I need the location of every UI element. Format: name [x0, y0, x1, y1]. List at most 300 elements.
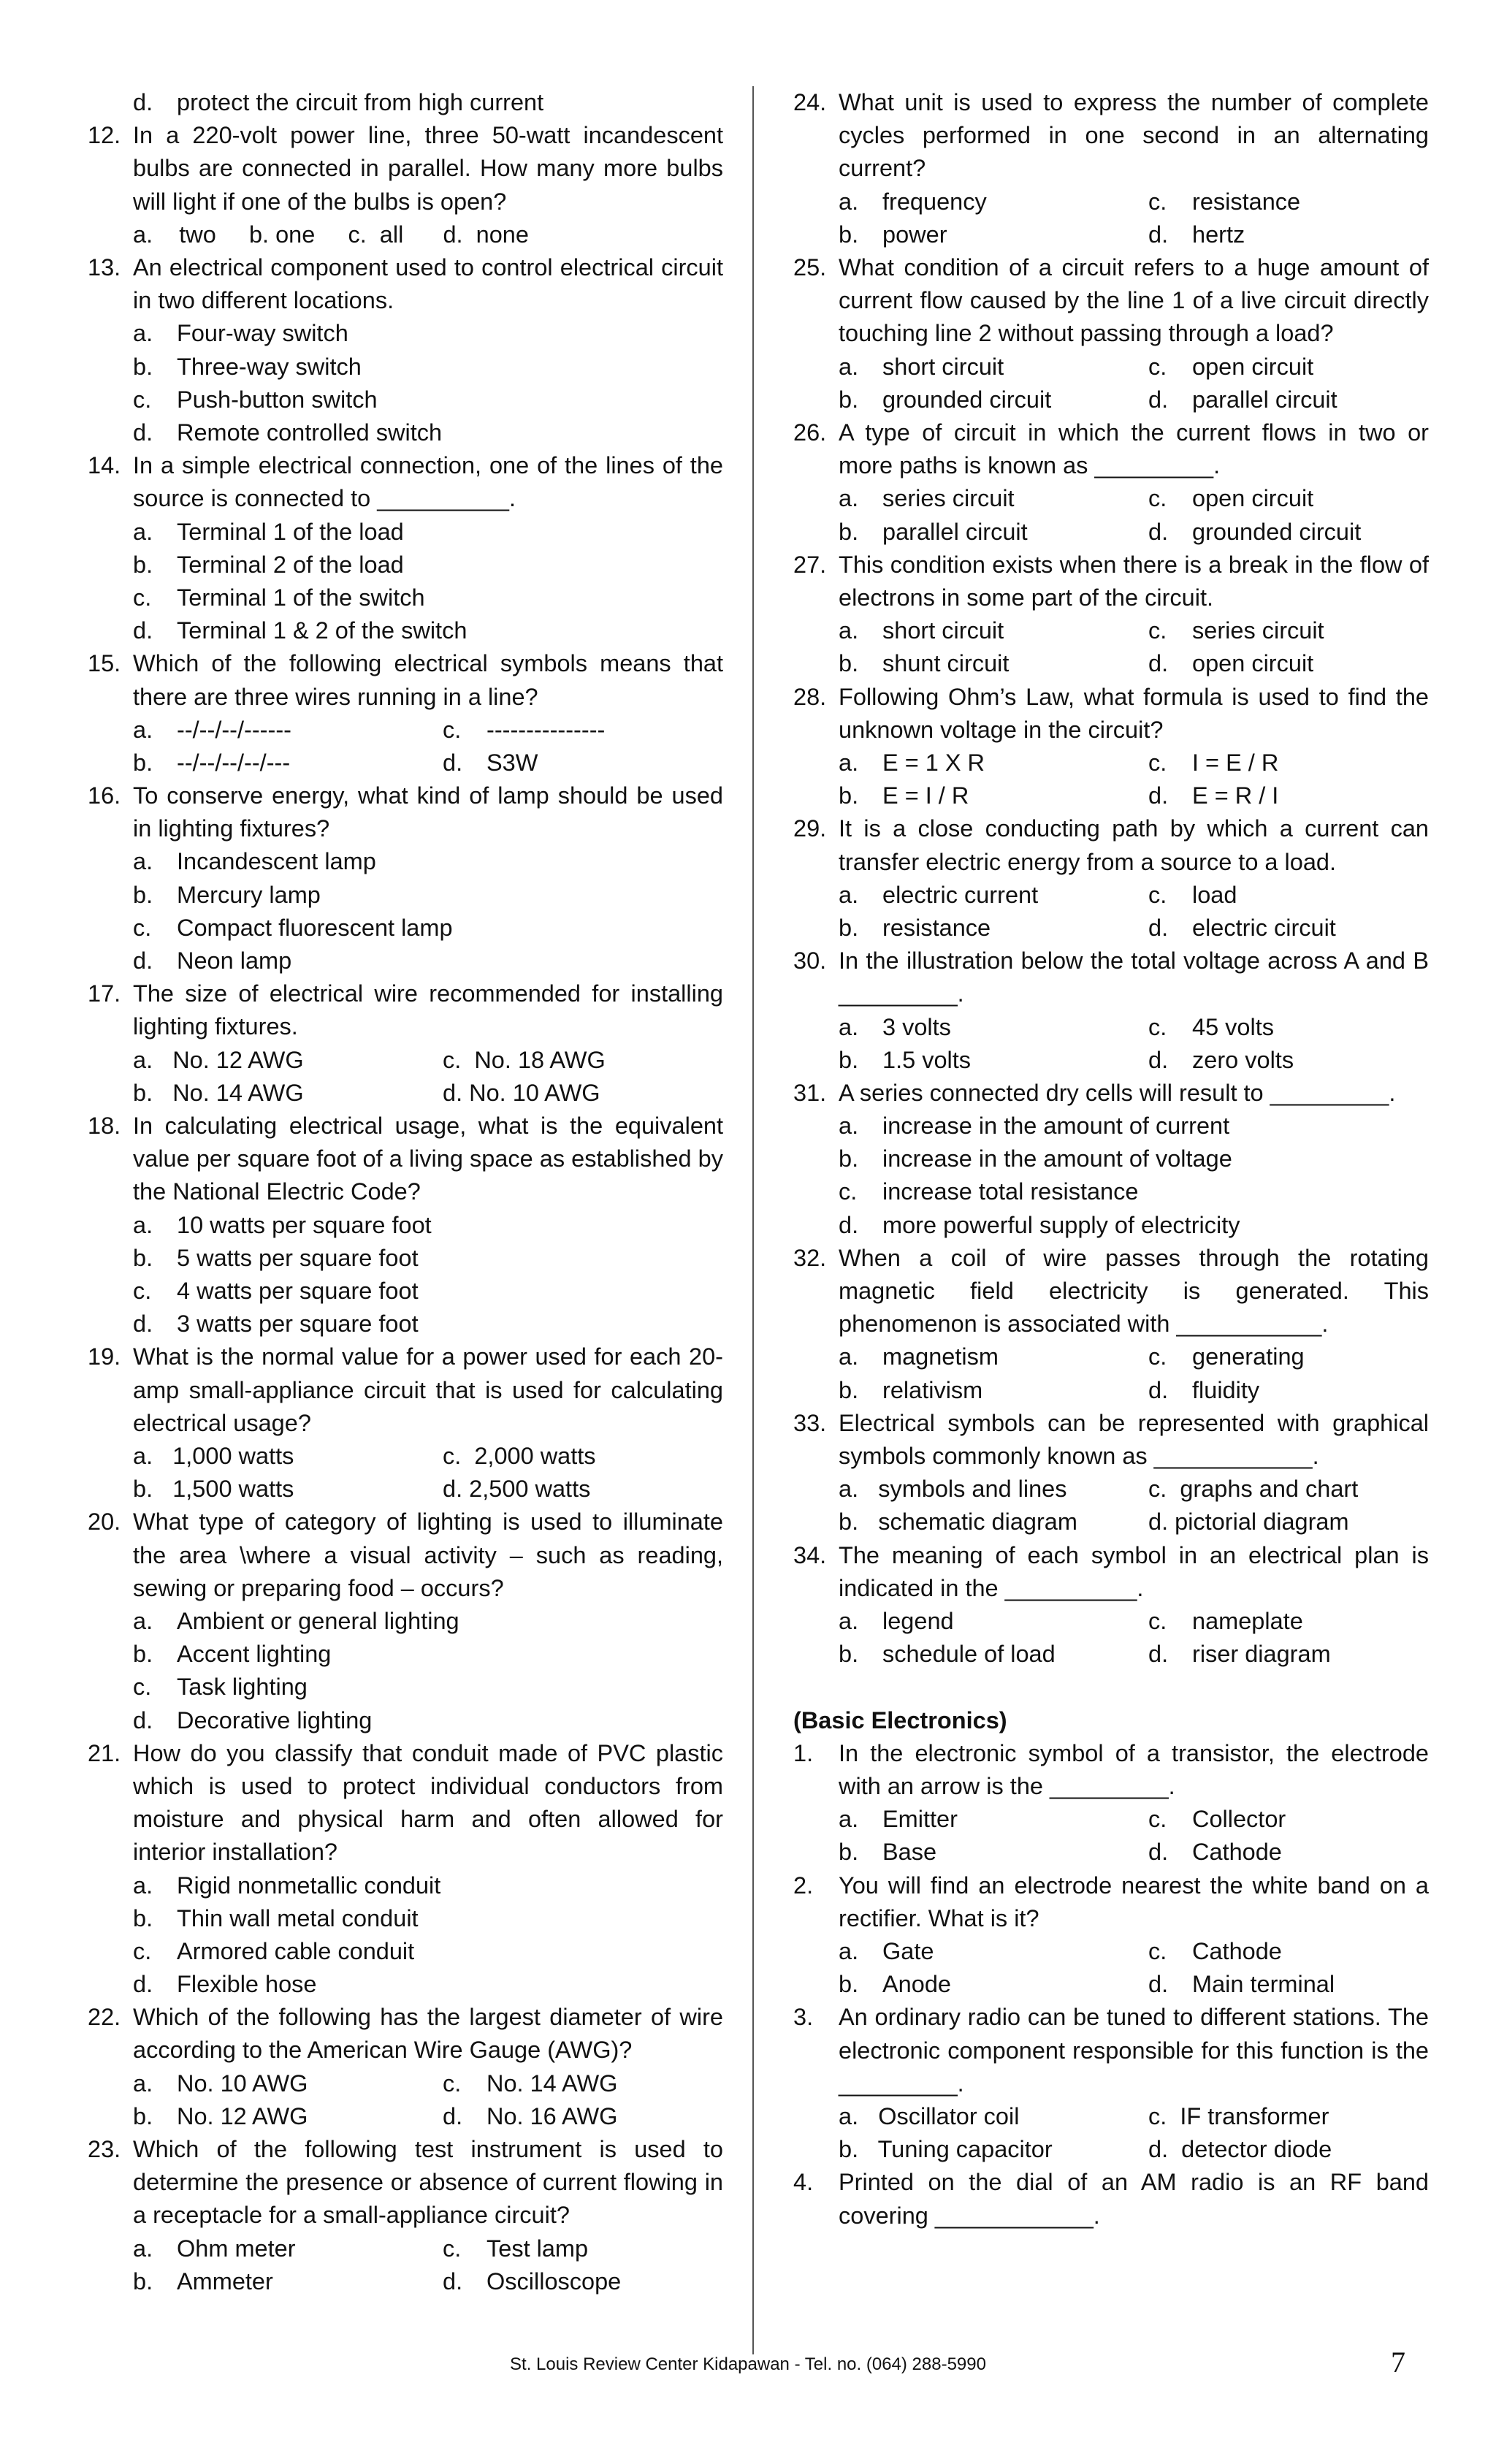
option-letter: c. — [1148, 617, 1167, 644]
question — [88, 2001, 723, 2067]
option-text: Ohm meter — [177, 2235, 296, 2262]
question-number: 15. — [88, 650, 121, 677]
question-number: 2. — [793, 1872, 814, 1899]
option-letter: d. — [133, 947, 153, 974]
option-letter: b. — [133, 2267, 153, 2295]
answer-option — [88, 845, 723, 878]
question-number: 28. — [793, 683, 827, 710]
answer-option — [793, 1143, 1429, 1175]
option-text: --------------- — [486, 716, 606, 743]
option-letter: b. — [133, 1244, 153, 1271]
option-letter: d. — [1148, 650, 1169, 677]
option-text: relativism — [882, 1376, 983, 1403]
option-letter: c. — [1148, 881, 1167, 908]
answer-option-pair — [88, 2265, 723, 2298]
option-text: schedule of load — [882, 1641, 1056, 1668]
answer-option-pair — [793, 1836, 1429, 1869]
option-text: Cathode — [1192, 1937, 1282, 1964]
option-text: Decorative lighting — [177, 1706, 373, 1733]
option-text: I = E / R — [1192, 749, 1279, 776]
answer-option-pair — [793, 1605, 1429, 1638]
spacer — [793, 1671, 1429, 1704]
question — [88, 449, 723, 515]
page-number: 7 — [1391, 2346, 1405, 2379]
answer-option-pair — [793, 1011, 1429, 1044]
option-letter: a. — [839, 881, 859, 908]
option-letter: b. — [839, 782, 859, 809]
right-column — [793, 86, 1429, 2232]
option-letter: d. — [1148, 782, 1169, 809]
question-number: 4. — [793, 2169, 814, 2196]
answer-option-pair — [793, 1935, 1429, 1968]
option-text: magnetism — [882, 1343, 999, 1370]
option-letter: b. — [133, 881, 153, 908]
question — [793, 1539, 1429, 1605]
option-text: No. 10 AWG — [177, 2070, 308, 2097]
option-letter: c. — [839, 1178, 858, 1205]
answer-option — [88, 1671, 723, 1704]
option-text: Mercury lamp — [177, 881, 321, 908]
answer-option-pair — [793, 1473, 1429, 1506]
answer-option — [88, 1242, 723, 1275]
option-text: resistance — [1192, 188, 1301, 215]
question-text: The meaning of each symbol in an electrical plan is indicated in the __________. — [839, 1541, 1429, 1601]
option-letter: c. — [133, 584, 152, 611]
option-text: 1.5 volts — [882, 1046, 972, 1073]
question-number: 33. — [793, 1409, 827, 1436]
option-letter: d. — [1148, 1376, 1169, 1403]
option-text: Oscilloscope — [486, 2267, 622, 2295]
question-number: 27. — [793, 551, 827, 578]
question-number: 19. — [88, 1343, 121, 1370]
option-letter: a. — [839, 1806, 859, 1833]
answer-option-pair — [793, 186, 1429, 218]
option-text: increase in the amount of current — [882, 1113, 1230, 1140]
answer-option-pair — [793, 1968, 1429, 2001]
option-letter: a. — [133, 848, 153, 875]
option-text: a. symbols and lines — [839, 1476, 1067, 1503]
question-text: Following Ohm’s Law, what formula is used to find the unknown voltage in the circuit? — [839, 683, 1429, 743]
option-text: Main terminal — [1192, 1971, 1335, 1998]
option-text: Terminal 1 of the switch — [177, 584, 425, 611]
question-text: A type of circuit in which the current flows in two or more paths is known as _________. — [839, 419, 1429, 479]
option-letter: b. — [839, 1971, 859, 1998]
option-letter: c. — [1148, 1608, 1167, 1634]
option-text: power — [882, 221, 947, 248]
question-number: 25. — [793, 253, 827, 281]
answer-option — [88, 879, 723, 912]
option-letter: a. — [839, 353, 859, 380]
answer-option — [88, 581, 723, 614]
question — [793, 2166, 1429, 2232]
answer-option — [88, 912, 723, 945]
option-letter: c. — [133, 1674, 152, 1701]
question-text: When a coil of wire passes through the rotating magnetic field electricity is generated. This phenomenon is associated with ___________. — [839, 1244, 1429, 1338]
option-letter: b. — [133, 1641, 153, 1668]
option-text: d. detector diode — [1148, 2136, 1332, 2163]
option-text: increase in the amount of voltage — [882, 1145, 1232, 1172]
option-letter: c. — [443, 2070, 462, 2097]
option-text: Accent lighting — [177, 1641, 332, 1668]
option-text: Collector — [1192, 1806, 1286, 1833]
option-text: 3 watts per square foot — [177, 1311, 419, 1338]
option-letter: c. — [443, 2235, 462, 2262]
question — [793, 251, 1429, 351]
question-text: An ordinary radio can be tuned to different stations. The electronic component responsible for this function is the _________. — [839, 2004, 1429, 2097]
question-text: What condition of a circuit refers to a huge amount of current flow caused by the line 1 of a live circuit directly touching line 2 without passing through a load? — [839, 253, 1429, 347]
option-text: Test lamp — [486, 2235, 589, 2262]
option-letter: a. — [133, 716, 153, 743]
option-text: b. Tuning capacitor — [839, 2136, 1053, 2163]
option-text: 45 volts — [1192, 1013, 1275, 1040]
option-text: No. 12 AWG — [177, 2102, 308, 2129]
option-text: Task lighting — [177, 1674, 308, 1701]
question-text: In a simple electrical connection, one of the lines of the source is connected to __________. — [133, 452, 723, 512]
question-number: 26. — [793, 419, 827, 446]
option-text: Terminal 1 of the load — [177, 518, 404, 545]
option-text: nameplate — [1192, 1608, 1303, 1634]
option-text: No. 14 AWG — [486, 2070, 618, 2097]
answer-option — [88, 416, 723, 449]
option-text: b. schematic diagram — [839, 1508, 1077, 1536]
answer-option — [88, 516, 723, 549]
answer-option-pair — [793, 1638, 1429, 1671]
question — [88, 119, 723, 218]
question-text: An electrical component used to control electrical circuit in two different locations. — [133, 253, 723, 314]
question-text: In a 220-volt power line, three 50-watt incandescent bulbs are connected in parallel. How many more bulbs will light if one of the bulbs is open? — [133, 122, 723, 215]
answer-option — [88, 384, 723, 416]
option-letter: a. — [839, 1608, 859, 1634]
answer-option-pair — [793, 1374, 1429, 1407]
question-text: The size of electrical wire recommended for installing lighting fixtures. — [133, 980, 723, 1040]
option-text: a. 1,000 watts — [133, 1442, 294, 1469]
option-letter: b. — [839, 914, 859, 941]
option-text: series circuit — [1192, 617, 1324, 644]
question-text: It is a close conducting path by which a current can transfer electric energy from a source to a load. — [839, 815, 1429, 875]
option-letter: d. — [133, 419, 153, 446]
option-letter: b. — [839, 1046, 859, 1073]
option-letter: a. — [133, 518, 153, 545]
option-letter: c. — [133, 386, 152, 413]
question-text: Which of the following electrical symbols means that there are three wires running in a line? — [133, 650, 723, 710]
option-text: Gate — [882, 1937, 934, 1964]
answer-option — [88, 1935, 723, 1968]
option-letter: d. — [133, 1706, 153, 1733]
option-letter: a. — [839, 485, 859, 512]
option-text: shunt circuit — [882, 650, 1010, 677]
question-number: 32. — [793, 1244, 827, 1271]
answer-option-pair — [793, 614, 1429, 647]
answer-option — [88, 1275, 723, 1308]
question — [793, 1242, 1429, 1341]
option-letter: d. — [839, 1211, 859, 1238]
answer-option-pair — [793, 1506, 1429, 1538]
option-text: Emitter — [882, 1806, 958, 1833]
question — [88, 1110, 723, 1209]
question-number: 24. — [793, 89, 827, 115]
option-letter: c. — [1148, 1806, 1167, 1833]
question-text: To conserve energy, what kind of lamp should be used in lighting fixtures? — [133, 782, 723, 842]
option-text: E = 1 X R — [882, 749, 985, 776]
answer-option-pair — [793, 482, 1429, 515]
question-number: 17. — [88, 980, 121, 1007]
option-letter: b. — [133, 1904, 153, 1931]
option-letter: c. — [133, 914, 152, 941]
answer-option-pair — [793, 912, 1429, 945]
answer-option-pair — [793, 879, 1429, 912]
answer-option-pair — [793, 1340, 1429, 1373]
answer-option-pair — [88, 1044, 723, 1077]
question-text: In the electronic symbol of a transistor, the electrode with an arrow is the _________. — [839, 1739, 1429, 1799]
question-number: 23. — [88, 2136, 121, 2163]
question — [793, 681, 1429, 747]
question — [793, 1077, 1429, 1110]
answer-option-pair — [793, 779, 1429, 812]
option-letter: a. — [839, 617, 859, 644]
option-letter: b. — [839, 650, 859, 677]
answer-option — [88, 1605, 723, 1638]
option-text: --/--/--/------ — [177, 716, 291, 743]
option-text: Rigid nonmetallic conduit — [177, 1872, 441, 1899]
option-text: a. Oscillator coil — [839, 2102, 1020, 2129]
answer-option — [88, 1902, 723, 1935]
option-text: E = I / R — [882, 782, 969, 809]
question-number: 16. — [88, 782, 121, 809]
option-letter: b. — [133, 2102, 153, 2129]
option-letter: d. — [133, 89, 153, 115]
footer-text: St. Louis Review Center Kidapawan - Tel. no. (064) 288-5990 — [510, 2354, 986, 2374]
question — [793, 416, 1429, 482]
option-text: Four-way switch — [177, 320, 348, 347]
option-letter: d. — [1148, 1641, 1169, 1668]
question — [88, 1340, 723, 1440]
option-letter: c. — [1148, 1937, 1167, 1964]
option-text: No. 16 AWG — [486, 2102, 618, 2129]
answer-option-pair — [88, 1440, 723, 1473]
question-number: 22. — [88, 2004, 121, 2031]
question-text: In the illustration below the total voltage across A and B _________. — [839, 947, 1429, 1007]
answer-option-pair — [793, 351, 1429, 384]
option-letter: d. — [1148, 1839, 1169, 1866]
answer-option-pair — [88, 1473, 723, 1506]
answer-option — [88, 614, 723, 647]
option-text: 5 watts per square foot — [177, 1244, 419, 1271]
option-letter: c. — [133, 1278, 152, 1304]
option-letter: d. — [1148, 386, 1169, 413]
option-letter: a. — [839, 1013, 859, 1040]
option-text: protect the circuit from high current — [177, 89, 544, 115]
option-text: S3W — [486, 749, 538, 776]
option-letter: d. — [1148, 1046, 1169, 1073]
option-text: 10 watts per square foot — [177, 1211, 432, 1238]
answer-option — [88, 1209, 723, 1242]
question-text: A series connected dry cells will result to _________. — [839, 1079, 1396, 1106]
option-letter: a. — [133, 2235, 153, 2262]
answer-option — [88, 549, 723, 581]
question — [88, 977, 723, 1043]
question — [88, 647, 723, 713]
option-text: d. 2,500 watts — [443, 1476, 591, 1503]
option-letter: b. — [133, 551, 153, 578]
option-text: fluidity — [1192, 1376, 1260, 1403]
answer-option-pair — [88, 747, 723, 779]
question-text: What is the normal value for a power used for each 20-amp small-appliance circuit that is used for calculating electrical usage? — [133, 1343, 723, 1436]
option-text: open circuit — [1192, 485, 1314, 512]
option-text: short circuit — [882, 617, 1004, 644]
option-text: c. IF transformer — [1148, 2102, 1329, 2129]
question-number: 3. — [793, 2004, 814, 2031]
question-number: 21. — [88, 1739, 121, 1766]
option-text: E = R / I — [1192, 782, 1279, 809]
option-letter: c. — [133, 1937, 152, 1964]
answer-option — [88, 86, 723, 119]
question-number: 29. — [793, 815, 827, 842]
option-letter: b. — [839, 1839, 859, 1866]
option-letter: c. — [1148, 188, 1167, 215]
option-letter: b. — [133, 353, 153, 380]
answer-option-pair — [793, 647, 1429, 680]
question — [88, 1506, 723, 1605]
answer-option — [88, 1968, 723, 2001]
option-text: Push-button switch — [177, 386, 378, 413]
option-letter: a. — [133, 1211, 153, 1238]
answer-option-pair — [793, 384, 1429, 416]
answer-option — [88, 317, 723, 350]
option-text: Base — [882, 1839, 937, 1866]
question-number: 30. — [793, 947, 827, 974]
option-text: grounded circuit — [882, 386, 1052, 413]
option-letter: a. — [839, 749, 859, 776]
question-text: Electrical symbols can be represented with graphical symbols commonly known as ____________. — [839, 1409, 1429, 1470]
question-number: 31. — [793, 1079, 827, 1106]
option-letter: a. — [839, 1343, 859, 1370]
answer-option — [88, 1638, 723, 1671]
option-letter: d. — [443, 749, 463, 776]
question — [793, 1869, 1429, 1935]
option-letter: c. — [443, 716, 462, 743]
answer-option-pair — [793, 516, 1429, 549]
question-text: Which of the following test instrument is used to determine the presence or absence of current flowing in a receptacle for a small-appliance circuit? — [133, 2136, 723, 2229]
option-letter: c. — [1148, 353, 1167, 380]
option-text: Three-way switch — [177, 353, 362, 380]
answer-option — [88, 1704, 723, 1737]
question — [793, 86, 1429, 186]
option-text: open circuit — [1192, 650, 1314, 677]
answer-option-pair — [793, 1803, 1429, 1836]
option-letter: a. — [133, 1872, 153, 1899]
section-heading: (Basic Electronics) — [793, 1706, 1007, 1733]
option-text: d. pictorial diagram — [1148, 1508, 1349, 1536]
option-text: zero volts — [1192, 1046, 1294, 1073]
question-number: 20. — [88, 1508, 121, 1536]
question-text: Printed on the dial of an AM radio is an RF band covering ____________. — [839, 2169, 1429, 2229]
option-letter: c. — [1148, 485, 1167, 512]
answer-option-pair — [793, 2133, 1429, 2166]
option-text: Remote controlled switch — [177, 419, 443, 446]
option-text: Incandescent lamp — [177, 848, 376, 875]
option-text: Ambient or general lighting — [177, 1607, 459, 1634]
question-number: 12. — [88, 122, 121, 149]
option-text: a. No. 12 AWG — [133, 1046, 304, 1073]
option-letter: d. — [133, 1971, 153, 1998]
option-text: electric current — [882, 881, 1039, 908]
option-text: Thin wall metal conduit — [177, 1904, 419, 1931]
question-text: What unit is used to express the number of complete cycles performed in one second in an alternating current? — [839, 89, 1429, 182]
question-text: In calculating electrical usage, what is the equivalent value per square foot of a living space as established by the National Electric Code? — [133, 1113, 723, 1205]
answer-option — [88, 1308, 723, 1340]
option-text: d. No. 10 AWG — [443, 1079, 600, 1106]
option-letter: a. — [839, 188, 859, 215]
option-text: open circuit — [1192, 353, 1314, 380]
option-letter: d. — [133, 617, 153, 644]
option-letter: b. — [839, 518, 859, 545]
question-text: You will find an electrode nearest the white band on a rectifier. What is it? — [839, 1872, 1429, 1931]
option-text: 3 volts — [882, 1013, 951, 1040]
option-letter: d. — [443, 2267, 463, 2295]
option-letter: c. — [1148, 1013, 1167, 1040]
answer-option-pair — [793, 218, 1429, 251]
option-text: parallel circuit — [1192, 386, 1337, 413]
answer-option-pair — [88, 1077, 723, 1110]
option-letter: a. — [133, 320, 153, 347]
answer-option — [793, 1110, 1429, 1143]
left-column — [88, 86, 723, 2298]
question — [88, 779, 723, 845]
option-text: b. No. 14 AWG — [133, 1079, 304, 1106]
answer-option-pair — [793, 2100, 1429, 2133]
option-text: increase total resistance — [882, 1178, 1139, 1205]
option-text: c. No. 18 AWG — [443, 1046, 606, 1073]
option-text: Ammeter — [177, 2267, 273, 2295]
option-text: --/--/--/--/--- — [177, 749, 291, 776]
option-text: frequency — [882, 188, 987, 215]
option-text: c. 2,000 watts — [443, 1442, 596, 1469]
option-text: parallel circuit — [882, 518, 1028, 545]
option-text: 4 watts per square foot — [177, 1278, 419, 1304]
question-text: What type of category of lighting is used to illuminate the area \where a visual activity – such as reading, sewing or preparing food – occurs? — [133, 1508, 723, 1601]
option-text: short circuit — [882, 353, 1004, 380]
option-text: grounded circuit — [1192, 518, 1362, 545]
option-text: Terminal 2 of the load — [177, 551, 404, 578]
option-text: Terminal 1 & 2 of the switch — [177, 617, 468, 644]
answer-option-pair — [88, 2100, 723, 2133]
answer-option — [793, 1209, 1429, 1242]
option-letter: c. — [1148, 749, 1167, 776]
question-text: Which of the following has the largest diameter of wire according to the American Wire Gauge (AWG)? — [133, 2004, 723, 2064]
option-letter: d. — [1148, 914, 1169, 941]
option-text: Cathode — [1192, 1839, 1282, 1866]
option-text: c. graphs and chart — [1148, 1476, 1359, 1503]
option-text: generating — [1192, 1343, 1305, 1370]
question — [793, 2001, 1429, 2100]
option-text: riser diagram — [1192, 1641, 1331, 1668]
option-letter: b. — [133, 749, 153, 776]
option-text: series circuit — [882, 485, 1015, 512]
question — [88, 251, 723, 317]
question — [793, 1407, 1429, 1473]
question-number: 13. — [88, 253, 121, 281]
answer-option-pair — [793, 747, 1429, 779]
option-letter: d. — [1148, 221, 1169, 248]
option-text: electric circuit — [1192, 914, 1336, 941]
option-letter: a. — [839, 1113, 859, 1140]
option-text: Neon lamp — [177, 947, 292, 974]
option-text: b. 1,500 watts — [133, 1476, 294, 1503]
option-text: more powerful supply of electricity — [882, 1211, 1240, 1238]
option-letter: a. — [839, 1937, 859, 1964]
option-letter: c. — [1148, 1343, 1167, 1370]
option-text: legend — [882, 1608, 954, 1634]
